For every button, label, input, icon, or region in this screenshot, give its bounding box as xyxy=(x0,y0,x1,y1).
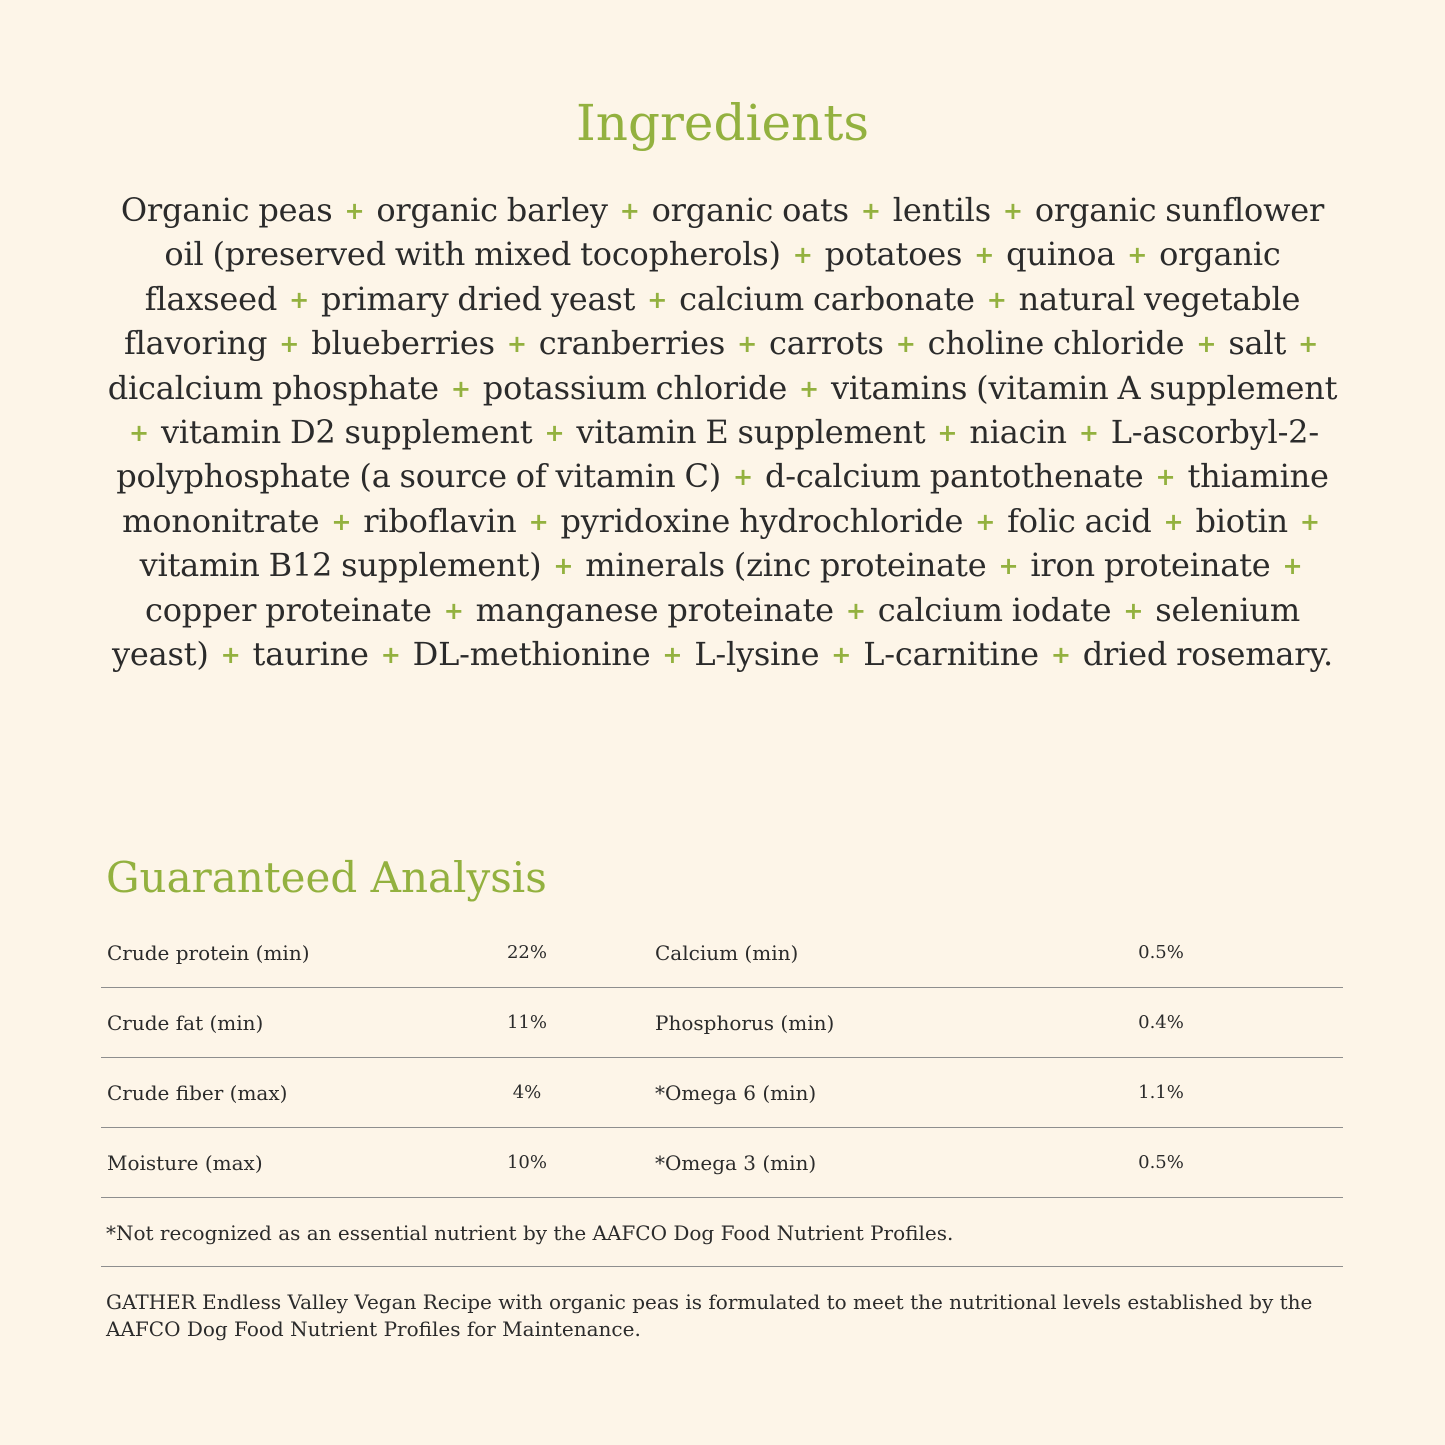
ingredient-item: iron proteinate xyxy=(1030,546,1271,585)
analysis-left-label: Crude fat (min) xyxy=(107,1011,264,1035)
ingredient-item: carrots xyxy=(769,324,884,363)
plus-separator-icon: + xyxy=(799,374,819,403)
plus-separator-icon: + xyxy=(737,330,758,359)
plus-separator-icon: + xyxy=(937,419,958,448)
plus-separator-icon: + xyxy=(450,374,471,403)
guaranteed-analysis-table xyxy=(101,918,1343,1198)
footnote: *Not recognized as an essential nutrient by the AAFCO Dog Food Nutrient Profiles. xyxy=(106,1221,954,1245)
plus-separator-icon: + xyxy=(845,596,866,625)
plus-separator-icon: + xyxy=(1298,330,1319,359)
ingredient-item: vitamins (vitamin A supplement xyxy=(830,368,1338,407)
ingredient-item: vitamin D2 supplement xyxy=(160,413,533,452)
ingredient-item: DL-methionine xyxy=(412,635,651,674)
ingredient-item: vitamin B12 supplement) xyxy=(139,546,542,585)
ingredient-item: quinoa xyxy=(1006,235,1116,274)
plus-separator-icon: + xyxy=(1123,596,1144,625)
plus-separator-icon: + xyxy=(974,241,995,270)
plus-separator-icon: + xyxy=(733,463,753,492)
ingredient-item: salt xyxy=(1228,324,1287,363)
plus-separator-icon: + xyxy=(129,419,149,448)
plus-separator-icon: + xyxy=(1050,641,1071,670)
plus-separator-icon: + xyxy=(506,330,527,359)
plus-separator-icon: + xyxy=(831,641,852,670)
plus-separator-icon: + xyxy=(1282,552,1303,581)
ingredient-item: dicalcium phosphate xyxy=(107,368,439,407)
analysis-row xyxy=(101,918,1343,988)
plus-separator-icon: + xyxy=(1163,507,1184,536)
ingredient-item: Organic peas xyxy=(120,191,333,229)
plus-separator-icon: + xyxy=(1127,241,1148,270)
analysis-right-value: 1.1% xyxy=(1138,1082,1184,1103)
ingredient-item: natural vegetable flavoring xyxy=(123,279,1301,363)
divider xyxy=(101,1266,1343,1267)
analysis-right-label: *Omega 3 (min) xyxy=(655,1151,817,1175)
ingredient-item: folic acid xyxy=(1007,501,1152,540)
analysis-right-label: Phosphorus (min) xyxy=(655,1011,835,1035)
plus-separator-icon: + xyxy=(895,330,916,359)
ingredient-item: blueberries xyxy=(311,324,495,363)
plus-separator-icon: + xyxy=(331,507,352,536)
plus-separator-icon: + xyxy=(1078,419,1099,448)
ingredient-item: niacin xyxy=(969,413,1067,452)
ingredient-item: primary dried yeast xyxy=(321,279,636,318)
plus-separator-icon: + xyxy=(1155,463,1176,492)
analysis-row xyxy=(101,1058,1343,1128)
ingredient-item: dried rosemary. xyxy=(1082,635,1334,674)
plus-separator-icon: + xyxy=(860,197,881,225)
analysis-row xyxy=(101,988,1343,1058)
plus-separator-icon: + xyxy=(647,285,668,314)
ingredient-item: calcium carbonate xyxy=(679,279,975,318)
analysis-left-label: Moisture (max) xyxy=(107,1151,263,1175)
plus-separator-icon: + xyxy=(344,197,365,225)
plus-separator-icon: + xyxy=(975,507,996,536)
ingredients-title: Ingredients xyxy=(576,94,869,152)
analysis-right-label: *Omega 6 (min) xyxy=(655,1081,817,1105)
guaranteed-analysis-title: Guaranteed Analysis xyxy=(106,853,547,902)
analysis-right-value: 0.4% xyxy=(1138,1012,1184,1033)
plus-separator-icon: + xyxy=(528,507,549,536)
plus-separator-icon: + xyxy=(279,330,300,359)
plus-separator-icon: + xyxy=(553,552,574,581)
ingredient-item: organic flaxseed xyxy=(144,235,1281,318)
analysis-left-label: Crude fiber (max) xyxy=(107,1081,288,1105)
analysis-right-value: 0.5% xyxy=(1138,1152,1184,1173)
plus-separator-icon: + xyxy=(220,641,241,670)
aafco-statement: GATHER Endless Valley Vegan Recipe with organic peas is formulated to meet the nutritional levels established by the AAFCO Dog Food Nutrient Profiles for Maintenance. xyxy=(106,1290,1313,1341)
ingredient-item: organic sunflower oil (preserved with mixed tocopherols) xyxy=(164,191,1325,274)
ingredient-item: potatoes xyxy=(824,235,963,274)
ingredient-item: minerals (zinc proteinate xyxy=(585,546,987,585)
ingredient-item: d-calcium pantothenate xyxy=(764,457,1144,496)
plus-separator-icon: + xyxy=(1299,507,1320,536)
analysis-row xyxy=(101,1128,1343,1198)
ingredient-item: riboflavin xyxy=(363,501,517,540)
ingredient-item: thiamine mononitrate xyxy=(122,457,1329,540)
plus-separator-icon: + xyxy=(1002,197,1023,225)
analysis-left-value: 22% xyxy=(506,942,547,963)
plus-separator-icon: + xyxy=(662,641,683,670)
ingredient-item: organic oats xyxy=(651,191,849,229)
plus-separator-icon: + xyxy=(289,285,310,314)
analysis-left-value: 10% xyxy=(506,1152,547,1173)
plus-separator-icon: + xyxy=(380,641,401,670)
ingredient-item: calcium iodate xyxy=(877,590,1112,629)
ingredients-list xyxy=(100,189,1345,677)
analysis-left-value: 11% xyxy=(506,1012,547,1033)
plus-separator-icon: + xyxy=(986,285,1007,314)
plus-separator-icon: + xyxy=(792,241,813,270)
ingredient-item: cranberries xyxy=(538,324,726,363)
plus-separator-icon: + xyxy=(443,596,464,625)
ingredient-item: L-ascorbyl-2-polyphosphate (a source of vitamin C) xyxy=(116,413,1319,496)
ingredient-item: selenium yeast) xyxy=(111,590,1300,674)
ingredient-item: pyridoxine hydrochloride xyxy=(560,501,964,540)
analysis-right-label: Calcium (min) xyxy=(655,941,799,965)
plus-separator-icon: + xyxy=(619,197,640,225)
ingredient-item: manganese proteinate xyxy=(475,590,834,629)
ingredient-item: L-lysine xyxy=(694,635,820,674)
analysis-left-value: 4% xyxy=(512,1082,542,1103)
plus-separator-icon: + xyxy=(1196,330,1217,359)
ingredient-item: biotin xyxy=(1195,501,1288,540)
ingredient-item: organic barley xyxy=(376,191,608,229)
ingredient-item: choline chloride xyxy=(927,324,1185,363)
plus-separator-icon: + xyxy=(544,419,565,448)
ingredient-item: copper proteinate xyxy=(145,590,432,629)
ingredient-item: lentils xyxy=(892,191,991,229)
plus-separator-icon: + xyxy=(998,552,1019,581)
ingredient-item: L-carnitine xyxy=(863,635,1039,674)
analysis-left-label: Crude protein (min) xyxy=(107,941,310,965)
ingredient-item: vitamin E supplement xyxy=(576,413,926,452)
analysis-right-value: 0.5% xyxy=(1138,942,1184,963)
ingredient-item: taurine xyxy=(252,635,369,674)
ingredient-item: potassium chloride xyxy=(482,368,788,407)
